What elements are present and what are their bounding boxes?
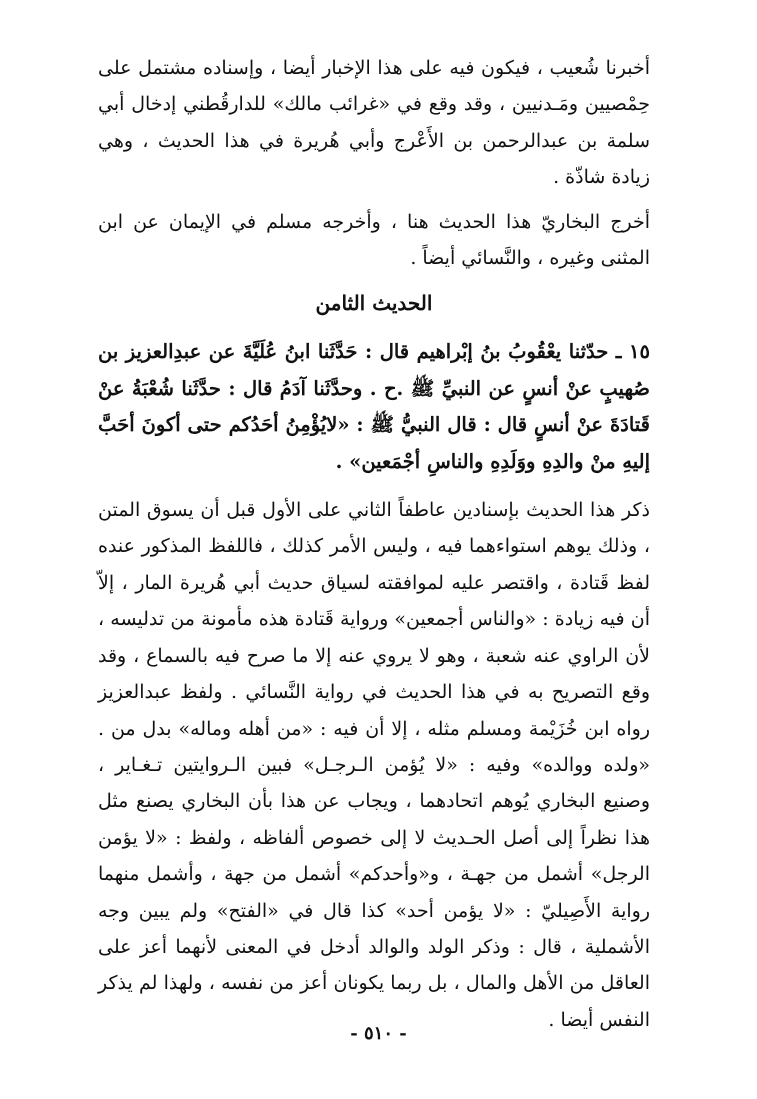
commentary-paragraph: ذكر هذا الحديث بإسنادين عاطفاً الثاني على الأول قبل أن يسوق المتن ، وذلك يوهم استواءهما فيه ، وليس الأمر كذلك ، فاللفظ المذكور عنده لفظ قَتادة ، واقتصر عليه لموافقته لسياق حديث أبي هُريرة المار ، إلاّ أن فيه زيادة : «والناس أجمعين» ورواية قَتادة هذه مأمونة من تدليسه ، لأن الراوي عنه شعبة ، وهو لا يروي عنه إلا ما صرح فيه بالسماع ، وقد وقع التصريح به في هذا الحديث في رواية النَّسائي . ولفظ عبدالعزيز رواه ابن خُزَيْمة ومسلم مثله ، إلا أن فيه : «من أهله وماله» بدل من . «ولده ووالده» وفيه : «لا يُؤمن الـرجـل» فبين الـروايتين تـغـاير ، وصنيع البخاري يُوهم اتحادهما ، ويجاب عن هذا بأن البخاري يصنع مثل هذا نظراً إلى أصل الحـديث لا إلى خصوص ألفاظه ، ولفظ : «لا يؤمن الرجل» أشمل من جهـة ، و«وأحدكم» أشمل من جهة ، وأشمل منهما رواية الأَصِيليّ : «لا يؤمن أحد» كذا قال في «الفتح» ولم يبين وجه الأشملية ، قال : وذكر الولد والوالد أدخل في المعنى لأنهما أعز على العاقل من الأهل والمال ، بل ربما يكونان أعز من نفسه ، ولهذا لم يذكر النفس أيضا . bbox=[98, 499, 650, 1031]
paragraph-2: أخرج البخاريّ هذا الحديث هنا ، وأخرجه مسلم في الإيمان عن ابن المثنى وغيره ، والنَّسائي أيضاً . bbox=[98, 210, 650, 270]
section-heading: الحديث الثامن bbox=[315, 291, 433, 316]
hadith-text: ١٥ ـ حدّثنا يعْقُوبُ بنُ إبْراهيم قال : حَدَّثَنا ابنُ عُلَيَّةَ عن عبدِالعزيز بن صُهيبٍ عنْ أنسٍ عن النبيِّ ﷺ .ح . وحدَّثَنا آدَمُ قال : حدَّثَنا شُعْبَةُ عنْ قَتادَةَ عنْ أنسٍ قال : قال النبيُّ ﷺ : «لايُؤْمِنُ أحَدُكم حتى أكونَ أحَبَّ إليهِ منْ والدِهِ ووَلَدِهِ والناسِ أجْمَعين» . bbox=[98, 340, 650, 473]
paragraph-1: أخبرنا شُعيب ، فيكون فيه على هذا الإخبار أيضا ، وإسناده مشتمل على حِمْصيين ومَـدنيين ، وقد وقع في «غرائب مالك» للدارقُطني إدخال أبي سلمة بن عبدالرحمن بن الأَعْرج وأبي هُريرة في هذا الحديث ، وهي زيادة شاذّة . bbox=[98, 57, 650, 189]
page-number: - ٥١٠ - bbox=[350, 1023, 407, 1044]
